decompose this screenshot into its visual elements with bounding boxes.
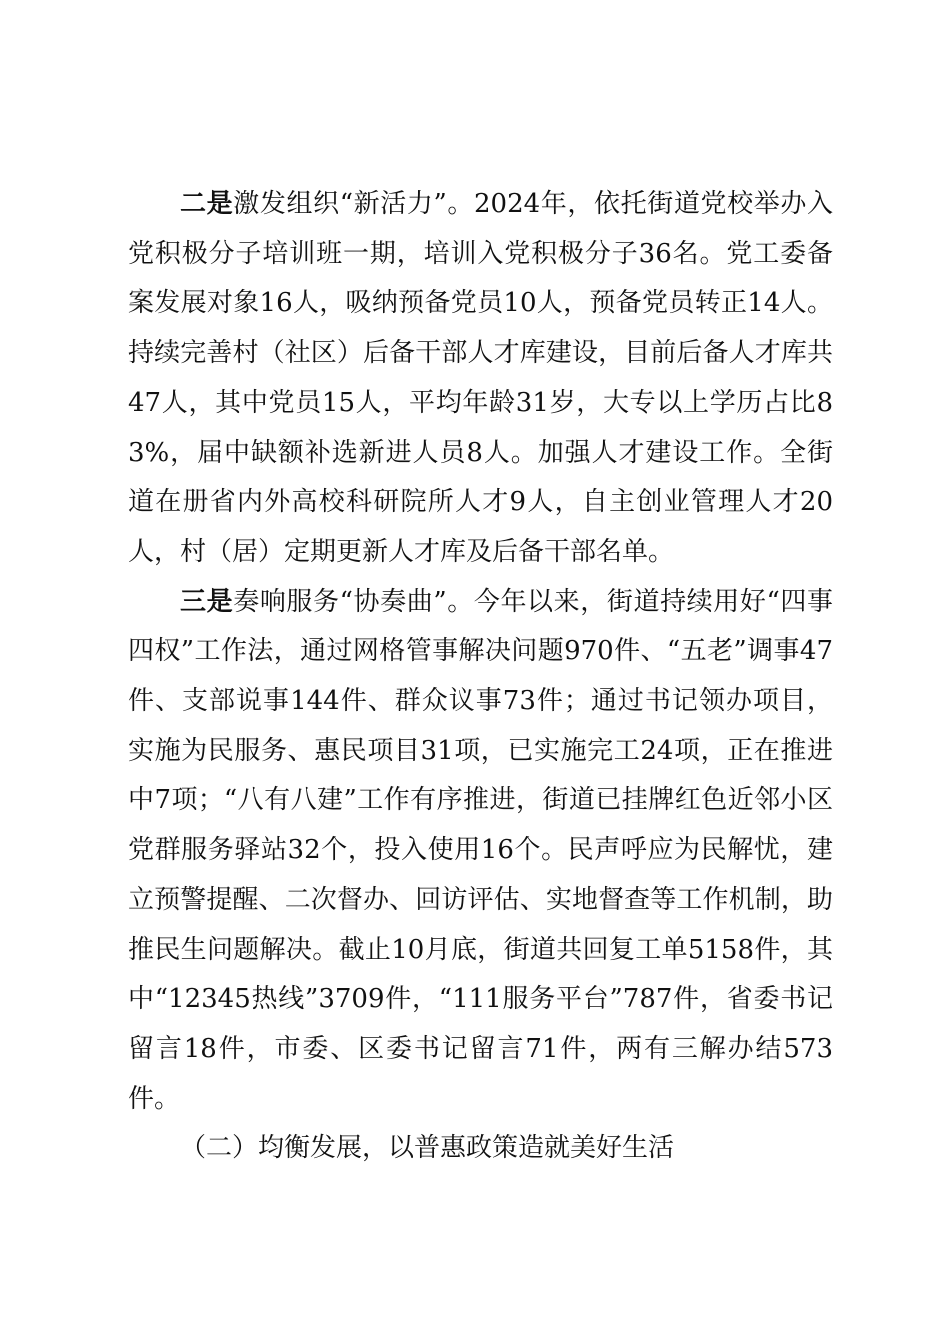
paragraph-lead-label: 三是 [180, 586, 234, 617]
paragraph-service-concerto [128, 578, 833, 1125]
section-heading: （二）均衡发展，以普惠政策造就美好生活 [180, 1133, 675, 1164]
paragraph-lead-label: 二是 [180, 189, 234, 219]
document-body [128, 180, 833, 1174]
paragraph-text: 激发组织“新活力”。2024年，依托街道党校举办入党积极分子培训班一期，培训入党积极分子36名。党工委备案发展对象16人，吸纳预备党员10人，预备党员转正14人。持续完善村（社区）后备干部人才库建设，目前后备人才库共47人，其中党员15人，平均年龄31岁，大专以上学历占比83%，届中缺额补选新进人员8人。加强人才建设工作。全街道在册省内外高校科研院所人才9人，自主创业管理人才20人，村（居）定期更新人才库及后备干部名单。 [128, 189, 833, 567]
paragraph-text: 奏响服务“协奏曲”。今年以来，街道持续用好“四事四权”工作法，通过网格管事解决问题970件、“五老”调事47件、支部说事144件、群众议事73件；通过书记领办项目，实施为民服务、惠民项目31项，已实施完工24项，正在推进中7项；“八有八建”工作有序推进，街道已挂牌红色近邻小区党群服务驿站32个，投入使用16个。民声呼应为民解忧，建立预警提醒、二次督办、回访评估、实地督查等工作机制，助推民生问题解决。截止10月底，街道共回复工单5158件，其中“12345热线”3709件，“111服务平台”787件，省委书记留言18件，市委、区委书记留言71件，两有三解办结573件。 [128, 586, 833, 1114]
paragraph-organization-vitality [128, 180, 833, 578]
